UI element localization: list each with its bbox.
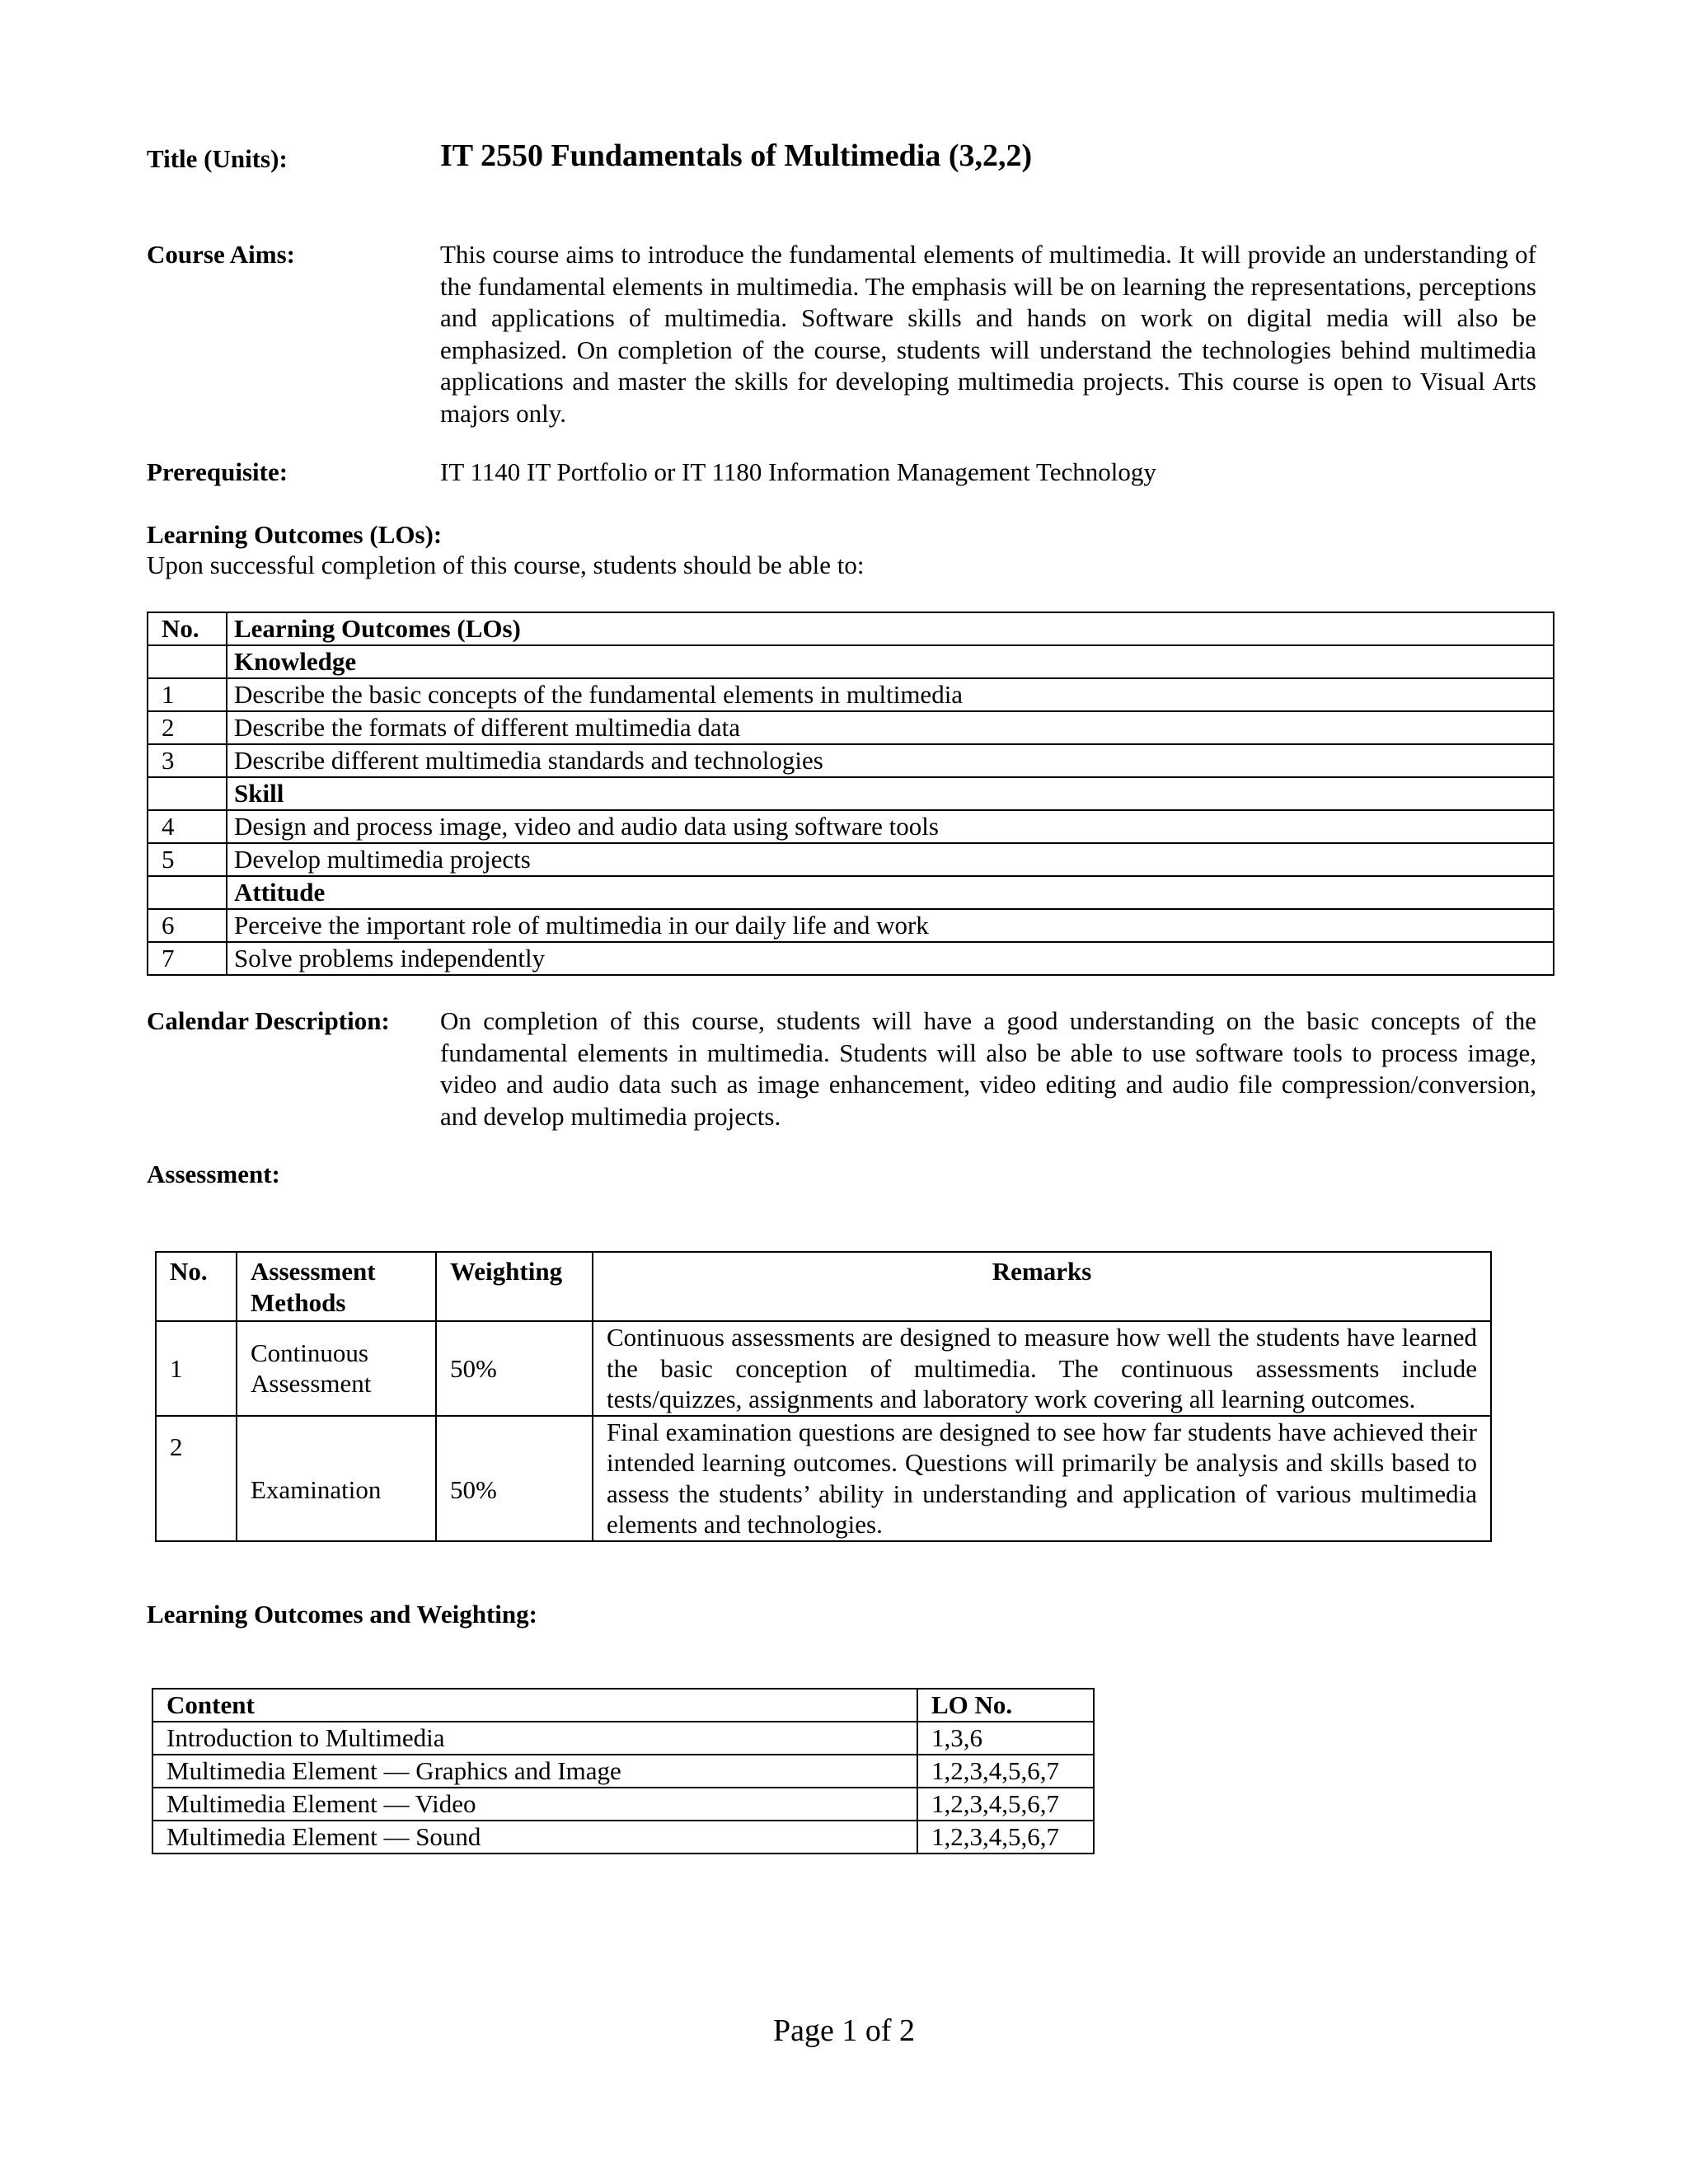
table-row (152, 1821, 1094, 1854)
table-row (148, 744, 1554, 777)
lo-number (148, 876, 227, 909)
lo-number: 4 (148, 810, 227, 843)
lo-category: Attitude (227, 876, 1554, 909)
table-row (148, 843, 1554, 876)
table-row (148, 810, 1554, 843)
assessment-remarks: Continuous assessments are designed to measure how well the students have learned the basic conception of multimedia. The continuous assessments include tests/quizzes, assignments and laboratory work covering all learning outcomes. (593, 1321, 1491, 1416)
content-lo-numbers: 1,2,3,4,5,6,7 (917, 1755, 1094, 1788)
lo-text: Solve problems independently (227, 942, 1554, 975)
assessment-weighting: 50% (436, 1321, 593, 1416)
lo-text: Design and process image, video and audio data using software tools (227, 810, 1554, 843)
lo-number (148, 777, 227, 810)
page-number: Page 1 of 2 (772, 2013, 916, 2048)
calendar-description-text: On completion of this course, students will have a good understanding on the basic concepts of the fundamental elements in multimedia. Students will also be able to use software tools to process image, video and audio data such as image enhancement, video editing and audio file compression/conversion, and develop multimedia projects. (440, 1006, 1536, 1131)
table-header-row (148, 612, 1554, 645)
table-header-row (156, 1252, 1491, 1321)
assessment-table (155, 1251, 1492, 1542)
lo-weighting-table (152, 1688, 1095, 1854)
lo-number: 5 (148, 843, 227, 876)
header-lo-no: LO No. (917, 1689, 1094, 1722)
assessment-remarks: Final examination questions are designed to see how far students have achieved their intended learning outcomes. Questions will primarily be analysis and skills based to assess the students’ ability in understanding and application of various multimedia elements and technologies. (593, 1416, 1491, 1541)
lo-number: 6 (148, 909, 227, 942)
content-lo-numbers: 1,2,3,4,5,6,7 (917, 1788, 1094, 1821)
table-row (156, 1321, 1491, 1416)
content-topic: Multimedia Element — Sound (152, 1821, 917, 1854)
lo-number (148, 645, 227, 678)
lo-text: Perceive the important role of multimedia in our daily life and work (227, 909, 1554, 942)
table-row (148, 645, 1554, 678)
lo-text: Describe the formats of different multimedia data (227, 711, 1554, 744)
assessment-weighting: 50% (436, 1416, 593, 1541)
content-topic: Introduction to Multimedia (152, 1722, 917, 1755)
content-topic: Multimedia Element — Video (152, 1788, 917, 1821)
learning-outcomes-intro: Upon successful completion of this course, students should be able to: (147, 551, 865, 579)
header-learning-outcomes: Learning Outcomes (LOs) (227, 612, 1554, 645)
assessment-number: 1 (156, 1321, 237, 1416)
table-row (148, 711, 1554, 744)
header-assessment-methods: Assessment Methods (237, 1252, 436, 1321)
header-remarks: Remarks (593, 1252, 1491, 1321)
content-lo-numbers: 1,2,3,4,5,6,7 (917, 1821, 1094, 1854)
table-row (156, 1416, 1491, 1541)
table-row (152, 1755, 1094, 1788)
table-row (148, 777, 1554, 810)
assessment-method: Examination (237, 1416, 436, 1541)
content-lo-numbers: 1,3,6 (917, 1722, 1094, 1755)
lo-category: Skill (227, 777, 1554, 810)
course-aims-label: Course Aims: (147, 240, 295, 269)
content-topic: Multimedia Element — Graphics and Image (152, 1755, 917, 1788)
lo-number: 7 (148, 942, 227, 975)
prerequisite-label: Prerequisite: (147, 457, 288, 486)
header-content: Content (152, 1689, 917, 1722)
lo-text: Develop multimedia projects (227, 843, 1554, 876)
table-row (148, 678, 1554, 711)
course-title: IT 2550 Fundamentals of Multimedia (3,2,2) (440, 138, 1033, 173)
table-row (148, 876, 1554, 909)
table-row (152, 1722, 1094, 1755)
learning-outcomes-heading: Learning Outcomes (LOs): (147, 520, 443, 549)
calendar-description-label: Calendar Description: (147, 1006, 390, 1035)
header-no: No. (148, 612, 227, 645)
assessment-number: 2 (156, 1416, 237, 1541)
assessment-heading: Assessment: (147, 1160, 280, 1188)
lo-number: 1 (148, 678, 227, 711)
lo-number: 2 (148, 711, 227, 744)
lo-weighting-heading: Learning Outcomes and Weighting: (147, 1600, 537, 1629)
table-row (148, 909, 1554, 942)
assessment-method: Continuous Assessment (237, 1321, 436, 1416)
course-aims-text: This course aims to introduce the fundamental elements of multimedia. It will provide an understanding of the fundamental elements in multimedia. The emphasis will be on learning the representations, perceptions and applications of multimedia. Software skills and hands on work on digital media will also be emphasized. On completion of the course, students will understand the technologies behind multimedia applications and master the skills for developing multimedia projects. This course is open to Visual Arts majors only. (440, 240, 1536, 428)
header-no: No. (156, 1252, 237, 1321)
lo-text: Describe the basic concepts of the fundamental elements in multimedia (227, 678, 1554, 711)
lo-text: Describe different multimedia standards and technologies (227, 744, 1554, 777)
table-header-row (152, 1689, 1094, 1722)
lo-category: Knowledge (227, 645, 1554, 678)
table-row (148, 942, 1554, 975)
header-weighting: Weighting (436, 1252, 593, 1321)
title-label: Title (Units): (147, 144, 288, 173)
lo-number: 3 (148, 744, 227, 777)
learning-outcomes-table (147, 612, 1554, 976)
prerequisite-text: IT 1140 IT Portfolio or IT 1180 Information Management Technology (440, 457, 1156, 486)
table-row (152, 1788, 1094, 1821)
